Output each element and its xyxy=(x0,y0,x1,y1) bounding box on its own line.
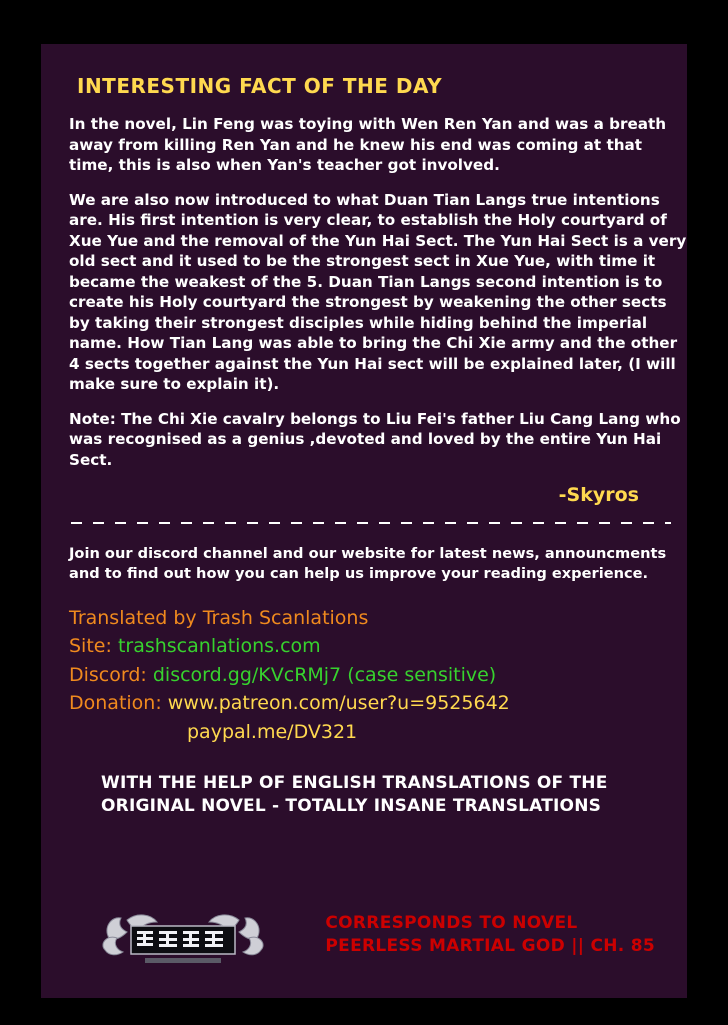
note-paragraph-1: In the novel, Lin Feng was toying with Wen Ren Yan and was a breath away from killing Ren Yan and he knew his end was coming at that time, this is also when Yan's teacher got involved. xyxy=(69,115,667,175)
trash-scanlations-logo xyxy=(97,898,269,974)
section-divider xyxy=(71,522,671,524)
translated-by-line: Translated by Trash Scanlations xyxy=(69,606,369,629)
note-paragraph-2: We are also now introduced to what Duan Tian Langs true intentions are. His first intention is very clear, to establish the Holy courtyard of Xue Yue and the removal of the Yun Hai Sect. The Yun Hai Sect is a very old sect and it used to be the strongest sect in Xue Yue, with time it became the weakest of the 5. Duan Tian Langs second intention is to create his Holy courtyard the strongest by weakening the other sects by taking their strongest disciples while hiding behind the imperial name. How Tian Lang was able to bring the Chi Xie army and the other 4 sects together against the Yun Hai sect will be explained later, (I will make sure to explain it). xyxy=(69,190,687,394)
site-label: Site: xyxy=(69,635,112,658)
site-line xyxy=(69,632,669,661)
corresponds-line-2: PEERLESS MARTIAL GOD || CH. 85 xyxy=(325,936,655,957)
page-title: INTERESTING FACT OF THE DAY xyxy=(77,74,443,98)
donation-line xyxy=(69,689,669,718)
credits-block xyxy=(69,604,669,747)
corresponds-note xyxy=(325,912,655,958)
note-body xyxy=(69,114,689,470)
discord-line xyxy=(69,661,669,690)
help-credit-line-1: WITH THE HELP OF ENGLISH TRANSLATIONS OF THE xyxy=(101,773,608,794)
note-paragraph-3: Note: The Chi Xie cavalry belongs to Liu Fei's father Liu Cang Lang who was recognised as a genius ,devoted and loved by the entire Yun Hai Sect. xyxy=(69,409,681,469)
donation-line-2 xyxy=(69,718,669,747)
patreon-link[interactable]: www.patreon.com/user?u=9525642 xyxy=(167,692,510,715)
corresponds-line-1: CORRESPONDS TO NOVEL xyxy=(325,913,578,934)
footer xyxy=(59,894,669,984)
help-credit xyxy=(101,772,669,818)
site-link[interactable]: trashscanlations.com xyxy=(117,635,321,658)
donation-label: Donation: xyxy=(69,692,162,715)
discord-label: Discord: xyxy=(69,663,147,686)
note-signature: -Skyros xyxy=(558,484,639,507)
discord-link[interactable]: discord.gg/KVcRMj7 (case sensitive) xyxy=(152,663,497,686)
credits-panel xyxy=(41,44,687,998)
paypal-link[interactable]: paypal.me/DV321 xyxy=(187,720,358,743)
help-credit-line-2: ORIGINAL NOVEL - TOTALLY INSANE TRANSLATIONS xyxy=(101,796,602,817)
join-message: Join our discord channel and our website for latest news, announcments and to find out how you can help us improve your reading experience. xyxy=(69,545,667,582)
